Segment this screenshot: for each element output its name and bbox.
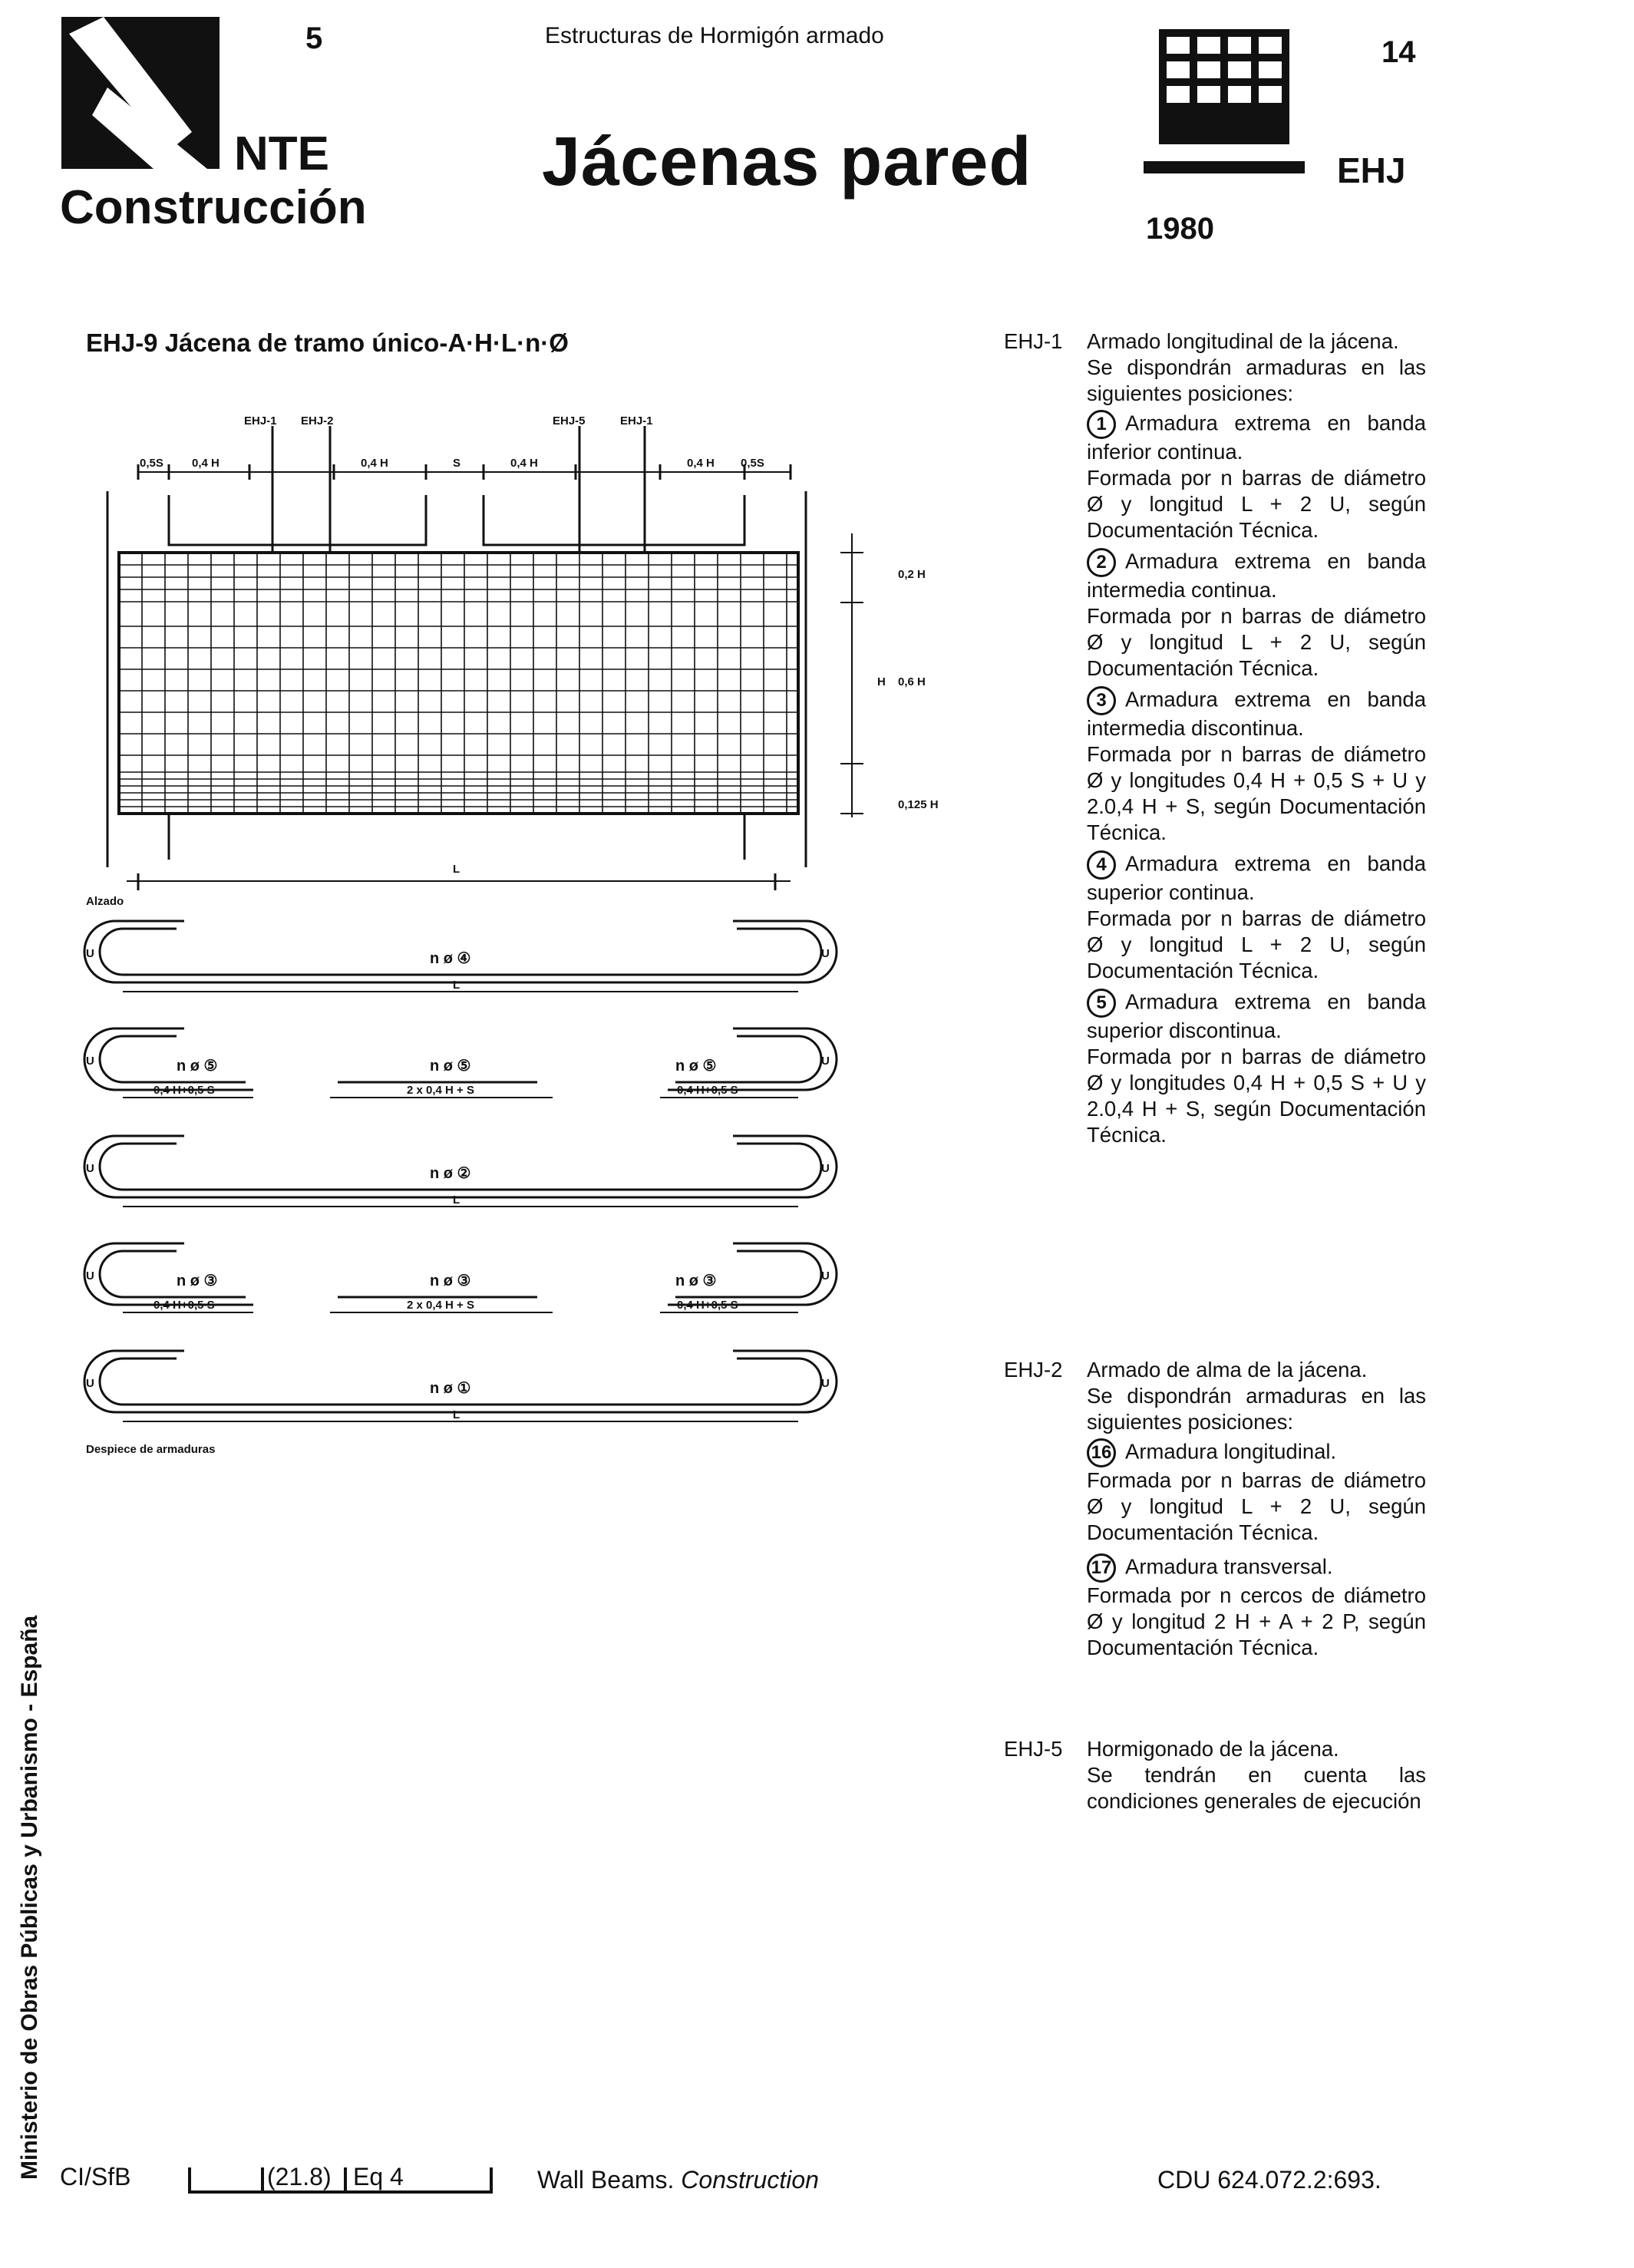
elevation-caption: Alzado <box>86 895 124 908</box>
span-label: L <box>453 863 460 876</box>
brand-nte: NTE <box>234 127 329 180</box>
page-number: 5 <box>305 21 323 55</box>
item-desc: Formada por n barras de diámetro Ø y longitudes 0,4 H + 0,5 S + U y 2.0,4 H + S, según Documentación Técnica. <box>1087 1045 1426 1147</box>
u-label: U <box>821 1162 830 1175</box>
item-number-badge: 17 <box>1087 1553 1116 1583</box>
brand-construccion: Construcción <box>60 181 367 234</box>
building-icon <box>1144 29 1305 183</box>
entry-title: Hormigonado de la jácena. <box>1087 1737 1339 1761</box>
entry-ehj5 <box>1004 1736 1426 1814</box>
list-item <box>1087 989 1426 1148</box>
norm-code: EHJ <box>1337 150 1406 190</box>
item-desc: Formada por n cercos de diámetro Ø y longitud 2 H + A + 2 P, según Documentación Técnica. <box>1087 1583 1426 1659</box>
page-title: Jácenas pared <box>542 124 1032 200</box>
series-title: Estructuras de Hormigón armado <box>545 23 884 48</box>
item-title: Armadura longitudinal. <box>1125 1439 1337 1464</box>
item-title: Armadura extrema en banda intermedia continua. <box>1087 549 1426 602</box>
entry-ehj1 <box>1004 328 1426 1148</box>
dim-0125h: 0,125 H <box>898 798 939 811</box>
bars-caption: Despiece de armaduras <box>86 1443 216 1456</box>
dim-04h-2: 0,4 H <box>361 457 388 470</box>
english-title-b: Construction <box>681 2166 819 2194</box>
entry-code: EHJ-5 <box>1004 1737 1063 1761</box>
item-title: Armadura extrema en banda superior continua. <box>1087 851 1426 904</box>
item-title: Armadura transversal. <box>1125 1554 1333 1579</box>
dim-04h-1: 0,4 H <box>192 457 220 470</box>
u-label: U <box>86 1055 94 1068</box>
item-desc: Formada por n barras de diámetro Ø y longitud L + 2 U, según Documentación Técnica. <box>1087 1468 1426 1544</box>
bar-5-left-label: n ø ⑤ <box>177 1058 218 1075</box>
cisfb-box <box>188 2161 495 2194</box>
end3-left-label: 0,4 H+0,5 S <box>153 1299 215 1312</box>
len-l-label: L <box>453 979 460 992</box>
dim-04h-3: 0,4 H <box>510 457 538 470</box>
list-item <box>1087 1553 1426 1661</box>
cisfb-eq: Eq 4 <box>353 2163 404 2190</box>
item-title: Armadura extrema en banda superior discontinua. <box>1087 989 1426 1042</box>
dim-06h: 0,6 H <box>898 675 926 688</box>
dim-h: H <box>877 675 886 688</box>
item-desc: Formada por n barras de diámetro Ø y longitud L + 2 U, según Documentación Técnica. <box>1087 466 1426 542</box>
dim-02h: 0,2 H <box>898 568 926 581</box>
item-title: Armadura extrema en banda inferior continua. <box>1087 411 1426 464</box>
item-number-badge: 1 <box>1087 410 1116 439</box>
item-number-badge: 5 <box>1087 989 1116 1018</box>
entry-intro: Se tendrán en cuenta las condiciones generales de ejecución <box>1087 1763 1426 1813</box>
callout-ehj1-left: EHJ-1 <box>244 414 277 428</box>
len-l-label: L <box>453 1193 460 1207</box>
beam-diagram <box>77 399 967 1474</box>
cisfb-code: (21.8) <box>267 2163 332 2190</box>
item-number-badge: 16 <box>1087 1438 1116 1467</box>
len-l-label: L <box>453 1408 460 1421</box>
list-item <box>1087 548 1426 682</box>
mid5-label: 2 x 0,4 H + S <box>407 1084 474 1097</box>
english-title-a: Wall Beams. <box>537 2166 675 2194</box>
u-label: U <box>821 1377 830 1390</box>
item-desc: Formada por n barras de diámetro Ø y longitud L + 2 U, según Documentación Técnica. <box>1087 906 1426 982</box>
bar-3-mid-label: n ø ③ <box>430 1273 471 1289</box>
item-number-badge: 2 <box>1087 548 1116 577</box>
bar-2-label: n ø ② <box>430 1165 471 1182</box>
bar-3-left-label: n ø ③ <box>177 1273 218 1289</box>
dim-05s-left: 0,5S <box>140 457 163 470</box>
item-title: Armadura extrema en banda intermedia discontinua. <box>1087 687 1426 740</box>
item-desc: Formada por n barras de diámetro Ø y longitud L + 2 U, según Documentación Técnica. <box>1087 604 1426 680</box>
u-label: U <box>86 1269 94 1283</box>
mid3-label: 2 x 0,4 H + S <box>407 1299 474 1312</box>
bar-5-mid-label: n ø ⑤ <box>430 1058 471 1075</box>
entry-ehj2 <box>1004 1357 1426 1661</box>
entry-code: EHJ-1 <box>1004 329 1063 353</box>
list-item <box>1087 1438 1426 1546</box>
callout-ehj1-right: EHJ-1 <box>620 414 653 428</box>
entry-title: Armado longitudinal de la jácena. <box>1087 329 1399 353</box>
entry-code: EHJ-2 <box>1004 1358 1063 1382</box>
end3-right-label: 0,4 H+0,5 S <box>677 1299 738 1312</box>
ministry-sidebar: Ministerio de Obras Públicas y Urbanismo - España <box>17 1615 42 2180</box>
end5-right-label: 0,4 H+0,5 S <box>677 1084 738 1097</box>
dim-05s-right: 0,5S <box>741 457 764 470</box>
list-item <box>1087 850 1426 984</box>
u-label: U <box>821 1055 830 1068</box>
bar-5-right-label: n ø ⑤ <box>675 1058 717 1075</box>
bar-3-right-label: n ø ③ <box>675 1273 717 1289</box>
entry-intro: Se dispondrán armaduras en las siguientes posiciones: <box>1087 355 1426 405</box>
callout-ehj5: EHJ-5 <box>553 414 586 428</box>
u-label: U <box>821 1269 830 1283</box>
mesh-grid <box>119 553 798 814</box>
dim-s: S <box>453 457 461 470</box>
u-label: U <box>86 1162 94 1175</box>
entry-title: Armado de alma de la jácena. <box>1087 1358 1368 1382</box>
item-number-badge: 4 <box>1087 850 1116 880</box>
item-desc: Formada por n barras de diámetro Ø y longitudes 0,4 H + 0,5 S + U y 2.0,4 H + S, según Documentación Técnica. <box>1087 742 1426 844</box>
english-title <box>537 2166 819 2194</box>
trowel-logo-icon <box>61 17 223 170</box>
callout-ehj2: EHJ-2 <box>301 414 334 428</box>
year: 1980 <box>1146 212 1214 246</box>
list-item <box>1087 410 1426 543</box>
bar-1-label: n ø ① <box>430 1380 471 1397</box>
list-item <box>1087 686 1426 846</box>
section-title: EHJ-9 Jácena de tramo único-A·H·L·n·Ø <box>86 328 569 357</box>
u-label: U <box>821 947 830 960</box>
u-label: U <box>86 1377 94 1390</box>
cdu-code: CDU 624.072.2:693. <box>1157 2166 1381 2194</box>
bar-4-label: n ø ④ <box>430 950 471 967</box>
cisfb-label: CI/SfB <box>60 2163 131 2190</box>
nte-logo <box>61 17 223 170</box>
end5-left-label: 0,4 H+0,5 S <box>153 1084 215 1097</box>
sheet-number: 14 <box>1381 35 1416 69</box>
dim-04h-4: 0,4 H <box>687 457 715 470</box>
u-label: U <box>86 947 94 960</box>
item-number-badge: 3 <box>1087 686 1116 715</box>
entry-intro: Se dispondrán armaduras en las siguientes posiciones: <box>1087 1384 1426 1434</box>
